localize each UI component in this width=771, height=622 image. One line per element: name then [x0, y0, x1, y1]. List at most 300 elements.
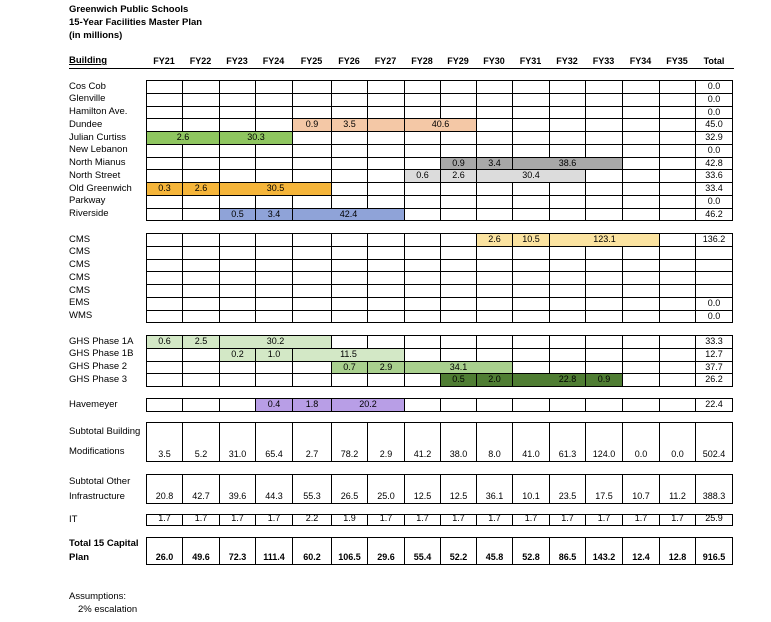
- year-cell: [219, 259, 256, 273]
- building-label: Hamilton Ave.: [69, 106, 128, 117]
- project-value: 0.4: [267, 399, 281, 409]
- report-header: [69, 3, 202, 42]
- it-value: 1.7: [549, 514, 586, 526]
- year-cell: [219, 93, 256, 107]
- year-cell: [622, 118, 660, 132]
- year-cell: [585, 106, 623, 120]
- row-total: 33.4: [695, 182, 733, 196]
- year-cell: [622, 271, 660, 285]
- year-cell: [622, 80, 660, 94]
- total-capital-value: 45.8: [476, 537, 513, 565]
- year-cell: [476, 259, 513, 273]
- it-value: 1.7: [659, 514, 696, 526]
- year-cell: [219, 233, 256, 247]
- year-cell: [255, 284, 293, 298]
- year-cell: [331, 373, 368, 387]
- year-cell: [622, 93, 660, 107]
- year-cell: [440, 106, 477, 120]
- year-cell: [292, 310, 332, 324]
- subtotal-building-value: 65.4: [255, 422, 293, 462]
- subtotal-building-value: 41.0: [512, 422, 550, 462]
- assumptions-note: [69, 590, 137, 616]
- year-cell: [182, 118, 220, 132]
- row-total: 0.0: [695, 195, 733, 209]
- project-value: 0.9: [452, 157, 465, 168]
- project-value: 0.9: [305, 119, 319, 130]
- year-cell: [146, 348, 183, 362]
- row-total: 0.0: [695, 297, 733, 311]
- it-value: 1.7: [182, 514, 220, 526]
- year-cell: [585, 80, 623, 94]
- year-cell: [659, 93, 696, 107]
- building-label: GHS Phase 3: [69, 373, 128, 385]
- project-bar: [182, 182, 220, 196]
- year-cell: [404, 284, 441, 298]
- year-cell: [476, 131, 513, 145]
- year-cell: [476, 348, 513, 362]
- year-cell: [219, 157, 256, 171]
- year-cell: [476, 271, 513, 285]
- project-value: 2.5: [194, 336, 208, 346]
- year-cell: [331, 182, 368, 196]
- year-cell: [585, 246, 623, 260]
- project-value: 20.2: [359, 399, 377, 409]
- project-bar: [367, 118, 405, 132]
- total-capital-value: 12.4: [622, 537, 660, 565]
- subtotal-other-label: [69, 474, 130, 504]
- subtotal-other-total: 388.3: [695, 474, 733, 504]
- year-cell: [549, 131, 586, 145]
- year-cell: [182, 373, 220, 387]
- units-note: (in millions): [69, 30, 123, 41]
- year-cell: [255, 259, 293, 273]
- year-cell: [440, 398, 477, 412]
- year-cell: [476, 93, 513, 107]
- project-bar: [440, 373, 477, 387]
- year-header: FY25: [300, 56, 323, 66]
- year-cell: [622, 373, 660, 387]
- building-label: WMS: [69, 310, 93, 321]
- year-cell: [404, 80, 441, 94]
- year-cell: [182, 297, 220, 311]
- year-header: FY30: [483, 56, 505, 66]
- year-cell: [255, 169, 293, 183]
- year-cell: [549, 398, 586, 412]
- year-cell: [440, 80, 477, 94]
- year-cell: [292, 106, 332, 120]
- project-value: 34.1: [449, 361, 468, 372]
- year-cell: [512, 80, 550, 94]
- year-cell: [146, 271, 183, 285]
- year-cell: [292, 93, 332, 107]
- year-cell: [331, 335, 368, 349]
- year-cell: [292, 373, 332, 387]
- year-cell: [585, 398, 623, 412]
- year-cell: [146, 233, 183, 247]
- project-bar: [146, 131, 220, 145]
- it-value: 1.7: [585, 514, 623, 526]
- year-cell: [659, 144, 696, 158]
- year-cell: [404, 246, 441, 260]
- project-bar: [476, 233, 513, 247]
- year-cell: [585, 310, 623, 324]
- year-cell: [182, 208, 220, 222]
- year-cell: [585, 284, 623, 298]
- year-cell: [331, 144, 368, 158]
- year-cell: [512, 195, 550, 209]
- row-total: 0.0: [695, 106, 733, 120]
- subtotal-other-value: 23.5: [549, 474, 586, 504]
- year-cell: [255, 80, 293, 94]
- year-cell: [367, 335, 405, 349]
- project-value: 30.2: [266, 336, 285, 346]
- building-label: GHS Phase 2: [69, 361, 128, 372]
- year-cell: [255, 157, 293, 171]
- year-cell: [292, 144, 332, 158]
- row-total: 136.2: [695, 233, 733, 247]
- year-cell: [367, 157, 405, 171]
- year-cell: [476, 80, 513, 94]
- year-cell: [512, 284, 550, 298]
- year-cell: [404, 195, 441, 209]
- year-cell: [292, 80, 332, 94]
- year-cell: [331, 284, 368, 298]
- year-cell: [549, 93, 586, 107]
- year-cell: [255, 118, 293, 132]
- project-bar: [146, 182, 183, 196]
- year-cell: [255, 93, 293, 107]
- year-cell: [659, 118, 696, 132]
- year-cell: [440, 195, 477, 209]
- project-value: 30.3: [247, 132, 265, 142]
- year-cell: [219, 297, 256, 311]
- year-cell: [182, 398, 220, 412]
- year-header: FY31: [519, 56, 542, 66]
- year-cell: [440, 271, 477, 285]
- total-column-header: Total: [703, 56, 725, 66]
- year-cell: [512, 131, 550, 145]
- year-cell: [549, 246, 586, 260]
- year-cell: [331, 80, 368, 94]
- subtotal-other-value: 26.5: [331, 474, 368, 504]
- year-cell: [476, 335, 513, 349]
- year-cell: [404, 233, 441, 247]
- it-value: 1.7: [146, 514, 183, 526]
- subtotal-building-value: 31.0: [219, 422, 256, 462]
- year-cell: [146, 157, 183, 171]
- year-cell: [331, 131, 368, 145]
- year-cell: [404, 144, 441, 158]
- building-label: Cos Cob: [69, 80, 106, 92]
- year-cell: [255, 233, 293, 247]
- building-label: Dundee: [69, 118, 103, 130]
- year-cell: [659, 259, 696, 273]
- year-cell: [549, 182, 586, 196]
- row-total: 0.0: [695, 310, 733, 324]
- year-cell: [659, 335, 696, 349]
- year-cell: [255, 297, 293, 311]
- subtotal-building-value: 78.2: [331, 422, 368, 462]
- it-value: 1.7: [476, 514, 513, 526]
- project-value: 0.3: [158, 183, 171, 193]
- year-header: FY24: [262, 56, 285, 66]
- year-header: FY27: [374, 56, 397, 66]
- year-cell: [219, 284, 256, 298]
- project-value: 2.9: [379, 361, 393, 372]
- year-cell: [659, 310, 696, 324]
- year-cell: [622, 259, 660, 273]
- year-cell: [292, 233, 332, 247]
- label-line: Total 15 Capital: [69, 538, 139, 549]
- year-cell: [367, 106, 405, 120]
- project-value: 2.6: [176, 132, 190, 142]
- year-header: FY23: [226, 56, 248, 66]
- project-bar: [292, 118, 332, 132]
- total-capital-value: 106.5: [331, 537, 368, 565]
- year-cell: [367, 310, 405, 324]
- subtotal-building-value: 124.0: [585, 422, 623, 462]
- project-value: 1.8: [305, 399, 319, 409]
- year-cell: [476, 398, 513, 412]
- year-cell: [404, 310, 441, 324]
- project-value: 0.7: [343, 361, 356, 372]
- project-value: 2.6: [194, 183, 208, 193]
- subtotal-building-value: 3.5: [146, 422, 183, 462]
- year-cell: [182, 271, 220, 285]
- year-cell: [622, 131, 660, 145]
- year-cell: [404, 297, 441, 311]
- building-label: CMS: [69, 271, 91, 283]
- year-cell: [512, 208, 550, 222]
- project-bar: [292, 398, 332, 412]
- project-bar: [331, 398, 405, 412]
- project-value: 2.0: [488, 374, 501, 385]
- year-cell: [331, 246, 368, 260]
- year-cell: [367, 271, 405, 285]
- year-cell: [182, 361, 220, 375]
- year-cell: [585, 335, 623, 349]
- year-cell: [512, 335, 550, 349]
- year-cell: [367, 131, 405, 145]
- year-cell: [182, 169, 220, 183]
- row-total: 22.4: [695, 398, 733, 412]
- it-value: 2.2: [292, 514, 332, 526]
- year-cell: [622, 208, 660, 222]
- year-cell: [404, 398, 441, 412]
- row-total: 33.3: [695, 335, 733, 349]
- year-header: FY29: [447, 56, 469, 66]
- year-cell: [331, 310, 368, 324]
- year-cell: [367, 93, 405, 107]
- year-cell: [659, 297, 696, 311]
- total-capital-value: 49.6: [182, 537, 220, 565]
- year-cell: [659, 208, 696, 222]
- project-bar: [404, 169, 441, 183]
- year-cell: [622, 169, 660, 183]
- project-value: 30.4: [522, 170, 540, 181]
- building-label: CMS: [69, 259, 91, 270]
- year-cell: [622, 284, 660, 298]
- year-cell: [146, 118, 183, 132]
- year-cell: [404, 335, 441, 349]
- year-cell: [146, 310, 183, 324]
- year-cell: [512, 182, 550, 196]
- year-cell: [182, 195, 220, 209]
- year-cell: [367, 144, 405, 158]
- year-cell: [549, 259, 586, 273]
- year-cell: [404, 259, 441, 273]
- row-total: 0.0: [695, 144, 733, 158]
- subtotal-building-value: 38.0: [440, 422, 477, 462]
- subtotal-other-value: 42.7: [182, 474, 220, 504]
- year-cell: [292, 246, 332, 260]
- year-cell: [292, 259, 332, 273]
- year-cell: [182, 144, 220, 158]
- building-label: GHS Phase 1A: [69, 335, 134, 347]
- year-cell: [622, 297, 660, 311]
- year-cell: [622, 144, 660, 158]
- year-cell: [512, 361, 550, 375]
- it-value: 1.7: [512, 514, 550, 526]
- year-cell: [622, 195, 660, 209]
- year-cell: [367, 195, 405, 209]
- year-cell: [219, 118, 256, 132]
- project-bar: [219, 131, 293, 145]
- year-cell: [182, 93, 220, 107]
- subtotal-building-value: 0.0: [622, 422, 660, 462]
- project-bar: [292, 208, 405, 222]
- building-label: Riverside: [69, 208, 109, 219]
- total-capital-label: [69, 537, 139, 565]
- year-cell: [292, 157, 332, 171]
- year-cell: [659, 131, 696, 145]
- year-cell: [146, 169, 183, 183]
- year-cell: [146, 195, 183, 209]
- project-bar: [255, 398, 293, 412]
- row-total: 12.7: [695, 348, 733, 362]
- label-line: Modifications: [69, 446, 125, 457]
- year-cell: [622, 310, 660, 324]
- project-bar: [182, 335, 220, 349]
- year-cell: [255, 106, 293, 120]
- project-value: 11.5: [340, 348, 357, 359]
- header-rule: [69, 68, 734, 69]
- year-cell: [440, 233, 477, 247]
- subtotal-building-value: 2.9: [367, 422, 405, 462]
- it-value: 1.7: [255, 514, 293, 526]
- subtotal-building-value: 5.2: [182, 422, 220, 462]
- year-cell: [404, 157, 441, 171]
- it-value: 1.7: [622, 514, 660, 526]
- year-cell: [549, 118, 586, 132]
- year-cell: [659, 106, 696, 120]
- year-cell: [255, 310, 293, 324]
- year-cell: [549, 80, 586, 94]
- year-cell: [622, 246, 660, 260]
- year-cell: [219, 271, 256, 285]
- year-header: FY28: [411, 56, 433, 66]
- year-cell: [512, 398, 550, 412]
- year-cell: [659, 233, 696, 247]
- year-cell: [219, 80, 256, 94]
- label-line: Plan: [69, 552, 90, 563]
- year-cell: [659, 284, 696, 298]
- total-capital-value: 55.4: [404, 537, 441, 565]
- project-value: 0.5: [231, 208, 244, 219]
- year-cell: [219, 195, 256, 209]
- year-cell: [659, 195, 696, 209]
- year-cell: [367, 80, 405, 94]
- year-cell: [367, 373, 405, 387]
- subtotal-other-value: 36.1: [476, 474, 513, 504]
- it-total: 25.9: [695, 514, 733, 526]
- year-cell: [440, 93, 477, 107]
- subtotal-building-label: [69, 422, 140, 462]
- year-cell: [404, 271, 441, 285]
- year-cell: [182, 233, 220, 247]
- row-total: 45.0: [695, 118, 733, 132]
- year-cell: [219, 310, 256, 324]
- project-value: 42.4: [339, 208, 358, 219]
- year-cell: [585, 144, 623, 158]
- year-cell: [549, 284, 586, 298]
- project-bar: [476, 373, 513, 387]
- year-cell: [549, 310, 586, 324]
- row-total: 46.2: [695, 208, 733, 222]
- row-total: 33.6: [695, 169, 733, 183]
- year-cell: [292, 169, 332, 183]
- year-cell: [440, 208, 477, 222]
- subtotal-other-value: 25.0: [367, 474, 405, 504]
- building-label: Glenville: [69, 93, 106, 105]
- year-cell: [622, 348, 660, 362]
- year-cell: [404, 348, 441, 362]
- year-cell: [182, 157, 220, 171]
- year-cell: [512, 118, 550, 132]
- year-cell: [292, 284, 332, 298]
- building-label: CMS: [69, 284, 91, 296]
- project-value: 30.5: [266, 183, 285, 193]
- year-cell: [622, 106, 660, 120]
- year-cell: [659, 373, 696, 387]
- year-cell: [659, 361, 696, 375]
- year-cell: [182, 80, 220, 94]
- year-cell: [331, 106, 368, 120]
- year-cell: [512, 259, 550, 273]
- building-label: CMS: [69, 246, 91, 258]
- year-cell: [476, 310, 513, 324]
- subtotal-other-value: 12.5: [404, 474, 441, 504]
- row-total: [695, 259, 733, 273]
- year-cell: [219, 106, 256, 120]
- year-cell: [622, 157, 660, 171]
- year-cell: [367, 297, 405, 311]
- year-header: FY35: [666, 56, 688, 66]
- year-cell: [146, 208, 183, 222]
- total-capital-value: 72.3: [219, 537, 256, 565]
- year-header: FY21: [153, 56, 175, 66]
- row-total: 32.9: [695, 131, 733, 145]
- project-bar: [512, 157, 623, 171]
- project-bar: [440, 157, 477, 171]
- project-value: 123.1: [593, 234, 616, 244]
- year-cell: [622, 335, 660, 349]
- year-cell: [146, 246, 183, 260]
- year-cell: [440, 259, 477, 273]
- year-cell: [255, 246, 293, 260]
- year-cell: [255, 373, 293, 387]
- it-value: 1.7: [440, 514, 477, 526]
